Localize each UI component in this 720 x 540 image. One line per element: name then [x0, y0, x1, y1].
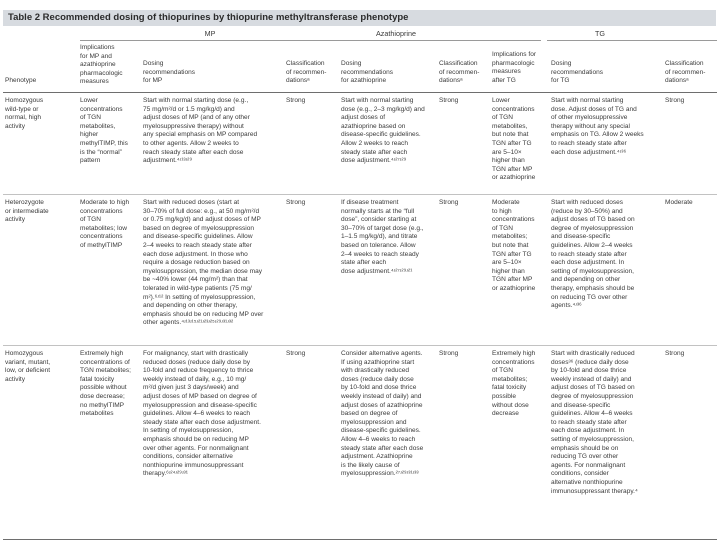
- table-cell-intermediate-mp_dosing: [143, 199, 283, 328]
- cell-line: Classification: [286, 60, 325, 67]
- cell-line: Moderate: [665, 199, 693, 206]
- cell-line: agents.⁴ʴ³⁶: [551, 302, 582, 310]
- cell-line: any special emphasis on MP compared: [143, 131, 258, 139]
- cell-line: of methylTIMP: [80, 241, 123, 249]
- cell-line: Start with normal starting dose (e.g.,: [143, 97, 249, 104]
- cell-line: Dosing: [143, 60, 164, 67]
- cell-line: weekly instead of daily, e.g., 10 mg/: [143, 375, 247, 383]
- cell-line: guidelines. Allow 2–4 weeks: [551, 241, 633, 249]
- cell-line: dationsᵃ: [286, 77, 310, 85]
- cell-line: metabolites,: [492, 122, 528, 130]
- cell-line: Start with reduced doses (start at: [143, 199, 240, 206]
- row-separator: [3, 345, 717, 346]
- cell-line: Start with normal starting: [341, 97, 414, 104]
- row-separator: [3, 194, 717, 195]
- cell-line: for MP: [143, 77, 163, 85]
- cell-line: doses³⁶ (reduce daily dose: [551, 358, 629, 366]
- cell-line: concentrations: [492, 358, 535, 366]
- group-header-tg: TG: [595, 29, 605, 38]
- cell-line: adjust doses of azathioprine: [341, 401, 423, 409]
- cell-line: doses (reduce daily dose: [341, 375, 414, 383]
- cell-line: Strong: [286, 350, 306, 357]
- column-header-implications: [80, 44, 140, 87]
- cell-line: 30–70% of full dose: e.g., at 50 mg/m²/d: [143, 207, 260, 215]
- cell-line: Dosing: [341, 60, 362, 67]
- cell-line: dose (e.g., 2–3 mg/kg/d) and: [341, 105, 425, 113]
- column-header-mp_class: [286, 60, 338, 86]
- cell-line: decrease: [492, 410, 519, 418]
- cell-line: setting of myelosuppression,: [551, 267, 634, 275]
- cell-line: adjustment.⁴ʴ¹³ʴ²⁹: [143, 157, 193, 165]
- cell-line: (reduce by 30–50%) and: [551, 207, 623, 215]
- column-header-tg_dosing: [551, 60, 660, 86]
- cell-line: possible: [492, 392, 517, 400]
- cell-line: and disease-specific guidelines. Allow: [143, 233, 253, 241]
- cell-line: metabolites;: [492, 233, 528, 241]
- cell-line: conditions, consider alternative: [143, 453, 233, 461]
- cell-line: based on degree of myelosuppression: [143, 224, 255, 232]
- cell-line: 10-fold and reduce frequency to thrice: [143, 367, 254, 375]
- cell-line: 2–4 weeks to reach steady state after: [143, 241, 252, 249]
- cell-line: therapy, emphasis should be: [551, 284, 635, 292]
- cell-line: or azathioprine: [492, 174, 536, 182]
- cell-line: of other myelosuppressive: [551, 114, 628, 122]
- cell-line: recommendations: [143, 68, 196, 76]
- cell-line: by 10-fold and dose thrice: [551, 367, 627, 375]
- cell-line: adjust doses of: [341, 114, 386, 122]
- cell-line: concentrations: [492, 105, 535, 113]
- cell-line: Moderate: [492, 199, 520, 206]
- cell-line: Start with drastically reduced: [551, 350, 635, 357]
- cell-line: pharmacologic: [80, 69, 123, 77]
- table-cell-normal-implications: [80, 97, 140, 166]
- cell-line: and disease-specific: [551, 401, 611, 409]
- table-cell-deficient-tg_impl: [492, 350, 548, 419]
- table-cell-intermediate-tg_dosing: [551, 199, 660, 311]
- cell-line: pattern: [80, 157, 101, 165]
- group-rule-azathioprine: [338, 40, 541, 41]
- cell-line: steady state after each: [341, 148, 408, 156]
- column-header-aza_class: [439, 60, 489, 86]
- table-cell-deficient-tg_dosing: [551, 350, 660, 496]
- cell-line: and depending on other: [551, 276, 621, 284]
- table-cell-deficient-implications: [80, 350, 140, 419]
- cell-line: disease-specific guidelines.: [341, 427, 421, 435]
- cell-line: reduced doses (reduce daily dose by: [143, 358, 250, 366]
- cell-line: other agents.⁴ʴ¹³ʴ¹⁵ʴ²¹ʴ²³ʴ²⁵ʴ²⁹ʴ³¹ʴ³²: [143, 319, 234, 327]
- cell-line: fatal toxicity: [80, 375, 115, 383]
- cell-line: Classification: [665, 60, 704, 67]
- cell-line: adjust doses of MP (and of any other: [143, 114, 250, 122]
- cell-line: concentrations: [80, 207, 123, 215]
- cell-line: metabolites,: [80, 122, 116, 130]
- table-cell-normal-aza_dosing: [341, 97, 436, 166]
- cell-line: myelosuppression, the median dose may: [143, 267, 262, 275]
- cell-line: are 5–10×: [492, 148, 522, 156]
- cell-line: and disease-specific: [551, 233, 611, 241]
- cell-line: is the “normal”: [80, 148, 122, 156]
- cell-line: by 10-fold and dose thrice: [341, 384, 417, 392]
- table-cell-deficient-mp_class: [286, 350, 338, 359]
- cell-line: guidelines. Allow 4–6 weeks: [551, 410, 633, 418]
- cell-line: based on degree of: [341, 410, 398, 418]
- cell-line: azathioprine based on: [341, 122, 406, 130]
- table-cell-intermediate-aza_class: [439, 199, 489, 208]
- table-cell-normal-tg_dosing: [551, 97, 660, 157]
- cell-line: Implications for: [492, 51, 537, 58]
- cell-line: disease-specific guidelines.: [341, 131, 421, 139]
- table-cell-intermediate-aza_dosing: [341, 199, 436, 276]
- cell-line: no methylTIMP: [80, 401, 125, 409]
- cell-line: to reach steady state after: [551, 250, 627, 258]
- cell-line: metabolites; low: [80, 224, 127, 232]
- cell-line: m²/d given just 3 days/week) and: [143, 384, 239, 392]
- cell-line: myelosuppression and disease-specific: [143, 401, 257, 409]
- cell-line: dose”, consider starting at: [341, 216, 417, 224]
- cell-line: concentrations of: [80, 358, 130, 366]
- cell-line: TGN after TG: [492, 139, 532, 147]
- cell-line: Moderate to high: [80, 199, 130, 206]
- cell-line: pharmacologic: [492, 59, 535, 67]
- cell-line: based on tolerance. Allow: [341, 241, 416, 249]
- cell-line: or intermediate: [5, 207, 49, 215]
- cell-line: measures: [492, 68, 521, 76]
- cell-line: Strong: [439, 350, 459, 357]
- cell-line: adjust doses of TG based on: [551, 216, 635, 224]
- cell-line: emphasis should be on reducing MP: [143, 435, 249, 443]
- cell-line: TGN metabolites;: [80, 367, 131, 375]
- cell-line: normal, high: [5, 114, 42, 122]
- cell-line: to reach steady state after: [551, 139, 627, 147]
- cell-line: weekly instead of daily) and: [341, 392, 422, 400]
- cell-line: Start with reduced doses: [551, 199, 624, 206]
- header-rule: [3, 92, 717, 93]
- cell-line: Strong: [439, 199, 459, 206]
- cell-line: of TGN: [80, 216, 101, 224]
- cell-line: or azathioprine: [492, 284, 536, 292]
- cell-line: with drastically reduced: [341, 367, 410, 375]
- cell-line: concentrations: [80, 105, 123, 113]
- cell-line: Strong: [286, 199, 306, 206]
- cell-line: alternative nonthiopurine: [551, 478, 623, 486]
- table-cell-normal-mp_dosing: [143, 97, 283, 166]
- cell-line: each dose adjustment.⁴ʴ³⁶: [551, 148, 627, 156]
- cell-line: for azathioprine: [341, 77, 387, 85]
- cell-line: nonthiopurine immunosuppressant: [143, 461, 244, 469]
- cell-line: measures: [80, 78, 109, 86]
- cell-line: degree of myelosuppression: [551, 224, 634, 232]
- cell-line: Lower: [80, 97, 98, 104]
- cell-line: wild-type or: [5, 105, 39, 113]
- cell-line: recommendations: [341, 68, 394, 76]
- cell-line: higher than: [492, 267, 525, 275]
- cell-line: tolerated in wild-type patients (75 mg/: [143, 284, 252, 292]
- cell-line: each dose adjustment. In: [551, 427, 625, 435]
- cell-line: Allow 2 weeks to reach: [341, 139, 408, 147]
- table-cell-deficient-tg_class: [665, 350, 717, 359]
- cell-line: be ~40% lower (44 mg/m²) than that: [143, 276, 248, 284]
- cell-line: of TGN: [80, 114, 101, 122]
- table-cell-intermediate-tg_impl: [492, 199, 548, 294]
- cell-line: Dosing: [551, 60, 572, 67]
- cell-line: dationsᵃ: [665, 77, 689, 85]
- cell-line: TGN after MP: [492, 276, 533, 284]
- cell-line: metabolites: [80, 410, 114, 418]
- cell-line: state after each: [341, 259, 387, 267]
- cell-line: recommendations: [551, 68, 604, 76]
- cell-line: TGN after TG: [492, 250, 532, 258]
- cell-line: conditions, consider: [551, 470, 609, 478]
- cell-line: but note that: [492, 241, 529, 249]
- cell-line: Heterozygote: [5, 199, 44, 206]
- cell-line: dationsᵃ: [439, 77, 463, 85]
- cell-line: 30–70% of target dose (e.g.,: [341, 224, 424, 232]
- cell-line: therapy without any special: [551, 122, 630, 130]
- cell-line: Extremely high: [80, 350, 124, 357]
- cell-line: Consider alternative agents.: [341, 350, 423, 357]
- cell-line: myelosuppression and: [341, 418, 407, 426]
- cell-line: for TG: [551, 77, 570, 85]
- cell-line: myelosuppression.²⁷ʴ²⁹ʴ³¹ʴ³³: [341, 470, 419, 478]
- cell-line: of TGN: [492, 114, 513, 122]
- cell-line: TGN after MP: [492, 165, 533, 173]
- cell-line: activity: [5, 216, 26, 224]
- cell-line: agents. For nonmalignant: [551, 461, 626, 469]
- cell-line: myelosuppressive therapy) without: [143, 122, 244, 130]
- group-header-azathioprine: Azathioprine: [376, 29, 416, 38]
- table-cell-intermediate-mp_class: [286, 199, 338, 208]
- cell-line: If using azathioprine start: [341, 358, 415, 366]
- cell-line: 75 mg/m²/d or 1.5 mg/kg/d) and: [143, 105, 235, 113]
- cell-line: activity: [5, 122, 26, 130]
- cell-line: of TGN: [492, 367, 513, 375]
- cell-line: Classification: [439, 60, 478, 67]
- cell-line: Lower: [492, 97, 510, 104]
- table-cell-deficient-mp_dosing: [143, 350, 283, 479]
- cell-line: m²).⁶ʴ¹² In setting of myelosuppression,: [143, 293, 256, 301]
- cell-line: Allow 4–6 weeks to reach: [341, 435, 416, 443]
- cell-line: Homozygous: [5, 350, 44, 357]
- table-cell-normal-aza_class: [439, 97, 489, 106]
- cell-line: and depending on other therapy,: [143, 302, 238, 310]
- cell-line: Homozygous: [5, 97, 44, 104]
- cell-line: to reach steady state after: [551, 418, 627, 426]
- cell-line: setting of myelosuppression,: [551, 435, 634, 443]
- cell-line: after TG: [492, 76, 516, 84]
- cell-line: require a dosage reduction based on: [143, 259, 250, 267]
- cell-line: dose. Adjust doses of TG and: [551, 105, 637, 113]
- cell-line: methylTIMP, this: [80, 139, 128, 147]
- table-cell-normal-tg_impl: [492, 97, 548, 183]
- cell-line: of recommen-: [439, 68, 480, 76]
- cell-line: emphasis should be on: [551, 444, 619, 452]
- cell-line: are 5–10×: [492, 259, 522, 267]
- cell-line: steady state after each dose adjustment.: [143, 418, 261, 426]
- column-header-tg_class: [665, 60, 717, 86]
- cell-line: Strong: [665, 97, 685, 104]
- table-cell-normal-tg_class: [665, 97, 717, 106]
- cell-line: over other agents. For nonmalignant: [143, 444, 249, 452]
- cell-line: dose decrease;: [80, 392, 125, 400]
- cell-line: low, or deficient: [5, 367, 51, 375]
- cell-line: normally starts at the “full: [341, 207, 415, 215]
- cell-line: azathioprine: [80, 61, 116, 69]
- cell-line: fatal toxicity: [492, 384, 527, 392]
- cell-line: for MP and: [80, 52, 112, 60]
- cell-line: In setting of myelosuppression,: [143, 427, 234, 435]
- column-header-tg_impl: [492, 51, 548, 85]
- column-header-phenotype: [5, 77, 77, 86]
- cell-line: Phenotype: [5, 77, 37, 84]
- cell-line: Extremely high: [492, 350, 536, 357]
- cell-line: Strong: [439, 97, 459, 104]
- cell-line: weekly instead of daily) and: [551, 375, 632, 383]
- cell-line: without dose: [492, 401, 529, 409]
- cell-line: of TGN: [492, 224, 513, 232]
- table-cell-normal-phenotype: [5, 97, 77, 131]
- cell-line: metabolites;: [492, 375, 528, 383]
- cell-line: each dose adjustment. In those who: [143, 250, 248, 258]
- cell-line: steady state after each dose: [341, 444, 424, 452]
- cell-line: each dose adjustment. In: [551, 259, 625, 267]
- group-rule-tg: [547, 40, 717, 41]
- cell-line: dose adjustment.⁴ʴ²⁷ʴ²⁹: [341, 157, 407, 165]
- table-cell-deficient-phenotype: [5, 350, 77, 384]
- cell-line: reach steady state after each dose: [143, 148, 244, 156]
- cell-line: emphasis should be on reducing MP over: [143, 310, 264, 318]
- cell-line: 2–4 weeks to reach steady: [341, 250, 419, 258]
- cell-line: reducing TG over other: [551, 453, 619, 461]
- cell-line: to other agents. Allow 2 weeks to: [143, 139, 239, 147]
- table-cell-deficient-aza_dosing: [341, 350, 436, 479]
- table-cell-deficient-aza_class: [439, 350, 489, 359]
- cell-line: Start with normal starting: [551, 97, 624, 104]
- cell-line: dose adjustment.⁴ʴ²⁷ʴ²⁹ʴ²¹: [341, 267, 413, 275]
- cell-line: or 0.75 mg/kg/d) and adjust doses of MP: [143, 216, 261, 224]
- cell-line: higher than: [492, 157, 525, 165]
- table-cell-normal-mp_class: [286, 97, 338, 106]
- cell-line: For malignancy, start with drastically: [143, 350, 249, 357]
- cell-line: If disease treatment: [341, 199, 399, 206]
- cell-line: guidelines. Allow 4–6 weeks to reach: [143, 410, 250, 418]
- cell-line: adjustment. Azathioprine: [341, 453, 413, 461]
- column-header-mp_dosing: [143, 60, 283, 86]
- cell-line: higher: [80, 131, 99, 139]
- cell-line: degree of myelosuppression: [551, 392, 634, 400]
- table-cell-intermediate-implications: [80, 199, 140, 251]
- cell-line: variant, mutant,: [5, 358, 51, 366]
- cell-line: 1–1.5 mg/kg/d), and titrate: [341, 233, 418, 241]
- cell-line: activity: [5, 375, 26, 383]
- cell-line: adjust doses of MP based on degree of: [143, 392, 257, 400]
- cell-line: of recommen-: [665, 68, 706, 76]
- cell-line: on reducing TG over other: [551, 293, 628, 301]
- cell-line: of recommen-: [286, 68, 327, 76]
- cell-line: but note that: [492, 131, 529, 139]
- cell-line: immunosuppressant therapy.⁴: [551, 487, 638, 495]
- cell-line: adjust doses of TG based on: [551, 384, 635, 392]
- cell-line: Strong: [665, 350, 685, 357]
- cell-line: therapy.⁶ʴ²⁴ʴ²⁹ʴ³¹: [143, 470, 188, 478]
- group-header-mp: MP: [204, 29, 216, 38]
- cell-line: to high: [492, 207, 512, 215]
- cell-line: Implications: [80, 44, 115, 51]
- table-cell-intermediate-phenotype: [5, 199, 77, 225]
- cell-line: concentrations: [492, 216, 535, 224]
- cell-line: emphasis on TG. Allow 2 weeks: [551, 131, 644, 139]
- table-title: Table 2 Recommended dosing of thiopurines by thiopurine methyltransferase phenotype: [3, 10, 716, 26]
- table-cell-intermediate-tg_class: [665, 199, 717, 208]
- cell-line: Strong: [286, 97, 306, 104]
- cell-line: possible without: [80, 384, 127, 392]
- cell-line: concentrations: [80, 233, 123, 241]
- cell-line: is the likely cause of: [341, 461, 400, 469]
- column-header-aza_dosing: [341, 60, 436, 86]
